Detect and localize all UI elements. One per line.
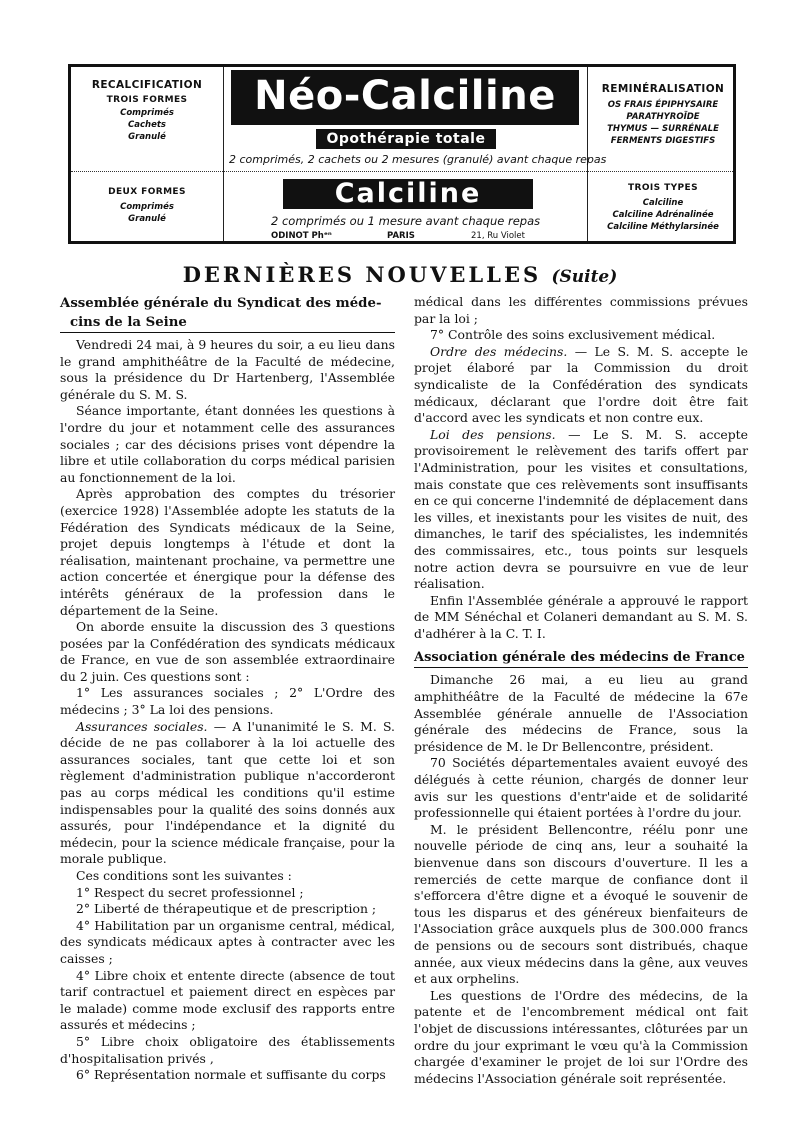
ad-left-bottom [75, 187, 219, 225]
paragraph: médical dans les différentes commissions prévues par la loi ; [414, 294, 748, 326]
paragraph: Les questions de l'Ordre des médecins, de la patente et de l'encombrement médical ont fait l'objet de discussions intéressantes, clôturées par un ordre du jour exprimant le vœu qu'à la Commission chargée d'examiner le projet de loi sur l'Ordre des médecins l'Association générale soit représentée. [414, 987, 748, 1086]
ad-left-item: Cachets [128, 120, 166, 130]
list-item: 1° Respect du secret professionnel ; [76, 884, 304, 900]
paragraph: 70 Sociétés départementales avaient euvoyé des délégués à cette réunion, chargés de donner leur avis sur les questions d'entr'aide et de solidarité professionnelle qui étaient portées à l'ordre du jour. [414, 755, 748, 821]
page-title-text: DERNIÈRES NOUVELLES [182, 262, 542, 287]
ad-left-item2: Granulé [128, 214, 166, 224]
list-item: 4° Libre choix et entente directe (absence de tout tarif contractuel et paiement direct en espèces par le malade) comme mode exclusif des rapports entre assurés et médecins ; [60, 967, 395, 1033]
ad-right-types: TROIS TYPES [628, 183, 698, 193]
ad-left-item: Granulé [128, 132, 166, 142]
pensions-label: Loi des pensions. [430, 426, 556, 442]
ad-left-forms2: DEUX FORMES [108, 187, 186, 197]
ad-right-item2: Calciline [642, 198, 684, 208]
ad-left-item: Comprimés [120, 108, 174, 118]
advertisement-box [68, 64, 736, 244]
assurances-text: — A l'unanimité le S. M. S. décide de ne pas collaborer à la loi actuelle des assurances sociales, tant que cette loi et son règlement d'administration publique n'accorderont pas au corps médical les conditions qu'il estime indispensables pour la qualité des soins donnés aux assurés, pour l'indépendance et la dignité du médecin, pour la science médicale française, pour la morale publique. [60, 718, 395, 867]
paragraph-ordre [414, 344, 748, 427]
ad-divider [71, 171, 733, 172]
maker: ODINOT Phᵉⁿ [271, 231, 332, 241]
ad-left-title: RECALCIFICATION [91, 79, 203, 91]
page-title [0, 262, 800, 287]
paragraph: 1° Les assurances sociales ; 2° L'Ordre des médecins ; 3° La loi des pensions. [60, 685, 395, 718]
list-item: 2° Liberté de thérapeutique et de prescription ; [76, 901, 377, 917]
ad-left-top [75, 79, 219, 143]
ad-left-forms: TROIS FORMES [106, 95, 188, 105]
section-heading-association: Association générale des médecins de France [414, 648, 748, 668]
ordre-text: — Le S. M. S. accepte le projet élaboré par la Commission du droit syndicaliste de la Confédération des syndicats médicaux, déclarant que l'ordre doit être fait d'accord avec les syndicats et non contre eux. [414, 343, 749, 426]
ad-right-item: OS FRAIS ÉPIPHYSAIRE [607, 100, 719, 110]
assurances-label: Assurances sociales. [76, 718, 208, 734]
ad-right-item: THYMUS — SURRÉNALE [607, 124, 719, 134]
page-title-suite: (Suite) [551, 267, 618, 287]
paragraph: Vendredi 24 mai, à 9 heures du soir, a eu lieu dans le grand amphithéâtre de la Faculté de médecine, sous la présidence du Dr Hartenberg, l'Assemblée générale du S. M. S. [60, 337, 395, 402]
ordre-label: Ordre des médecins. [430, 343, 568, 359]
brand-neo-calciline: Néo-Calciline [231, 70, 579, 125]
dose-calciline: 2 comprimés ou 1 mesure avant chaque repas [271, 214, 541, 228]
section-heading-line2: cins de la Seine [70, 315, 187, 330]
paragraph: Dimanche 26 mai, a eu lieu au grand amphithéâtre de la Faculté de médecine la 67e Assemblée générale annuelle de l'Association générale des médecins de France, sous la présidence de M. le Dr Bellencontre, président. [414, 672, 748, 754]
ad-right-title: REMINÉRALISATION [601, 83, 725, 95]
ad-right-item: FERMENTS DIGESTIFS [610, 136, 716, 146]
dose-neo: 2 comprimés, 2 cachets ou 2 mesures (granulé) avant chaque repas [229, 153, 607, 166]
ad-left-item2: Comprimés [120, 202, 174, 212]
brand-calciline: Calciline [283, 179, 533, 209]
city: PARIS [387, 231, 415, 241]
section-heading-line1: Assemblée générale du Syndicat des méde- [60, 296, 382, 311]
ad-divider-left [223, 67, 224, 241]
pensions-text: — Le S. M. S. accepte provisoirement le relèvement des tarifs offert par l'Administration, pour les visites et consultations, mais constate que ces relèvements sont insuffisants en ce qui concerne l'indemnité de déplacement dans les villes, et inexistants pour les visites de nuit, des dimanches, le tarif des spécialistes, les indemnités des commissaires, etc., tous points sur lesquels notre action devra se poursuivre en vue de leur réalisation. [414, 426, 748, 592]
ad-right-item2: Calciline Adrénalinée [612, 210, 714, 220]
ad-right-bottom [591, 183, 735, 233]
paragraph: On aborde ensuite la discussion des 3 questions posées par la Confédération des syndicats médicaux de France, en vue de son assemblée extraordinaire du 2 juin. Ces questions sont : [60, 619, 395, 684]
ad-right-item2: Calciline Méthylarsinée [607, 222, 719, 232]
paragraph: Enfin l'Assemblée générale a approuvé le rapport de MM Sénéchal et Colaneri demandant au S. M. S. d'adhérer à la C. T. I. [414, 592, 748, 641]
paragraph: Ces conditions sont les suivantes : [76, 868, 292, 883]
list-item: 5° Libre choix obligatoire des établissements d'hospitalisation privés , [60, 1033, 395, 1066]
paragraph: Après approbation des comptes du trésorier (exercice 1928) l'Assemblée adopte les statuts de la Fédération des Syndicats médicaux de la Seine, projet depuis longtemps à l'étude et dont la réalisation, maintenant prochaine, va permettre une action concertée et énergique pour la défense des intérêts généraux de la profession dans le département de la Seine. [60, 486, 395, 618]
list-item: 6° Représentation normale et suffisante du corps [76, 1067, 386, 1083]
paragraph-assurances [60, 719, 395, 868]
ad-right-item: PARATHYROÏDE [626, 112, 700, 122]
paragraph: M. le président Bellencontre, réélu ponr une nouvelle période de cinq ans, leur a souhaité la bienvenue dans son discours d'ouverture. Il les a remerciés de cette marque de confiance dont il s'efforcera d'être digne et a évoqué le souvenir de tous les disparus et des généreux bienfaiteurs de l'Association grâce auxquels plus de 300.000 francs de pensions ou de secours sont distribués, chaque année, aux vieux médecins dans la gêne, aux veuves et aux orphelins. [414, 821, 748, 987]
section-heading-syndicat [60, 294, 395, 333]
brand-subtitle: Opothérapie totale [316, 129, 496, 149]
list-item: 7° Contrôle des soins exclusivement médical. [430, 327, 716, 343]
paragraph: Séance importante, étant données les questions à l'ordre du jour et notamment celle des assurances sociales ; car des décisions prises vont dépendre la libre et utile collaboration du corps médical parisien au fonctionnement de la loi. [60, 403, 395, 485]
right-column [414, 294, 748, 1087]
paragraph-pensions [414, 427, 748, 593]
ad-right-top [591, 83, 735, 147]
street: 21, Ru Violet [471, 231, 525, 241]
left-column [60, 294, 395, 1084]
list-item: 4° Habilitation par un organisme central, médical, des syndicats médicaux aptes à contracter avec les caisses ; [60, 917, 395, 966]
